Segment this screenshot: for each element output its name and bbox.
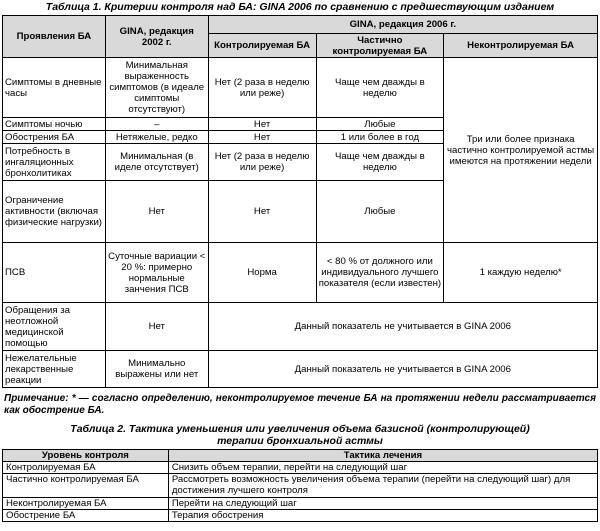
table-row	[3, 510, 598, 522]
cell-gina2002: Минимально выражены или нет	[105, 351, 208, 388]
cell-tactic: Рассмотреть возможность увеличения объема терапии (перейти на следующий шаг) для достижения лучшего контроля	[168, 474, 597, 498]
table1	[2, 15, 598, 388]
header-controlled: Контролируемая БА	[208, 34, 316, 58]
cell-controlled: Нет (2 раза в неделю или реже)	[208, 144, 316, 181]
cell-level: Неконтролируемая БА	[3, 498, 169, 510]
header-tactic: Тактика лечения	[168, 450, 597, 462]
cell-partial: < 80 % от должного или индивидуального лучшего показателя (если известен)	[316, 243, 444, 303]
table2-header-row	[3, 450, 598, 462]
cell-partial: Любые	[316, 118, 444, 131]
row-label: Симптомы в дневные часы	[3, 58, 106, 118]
cell-partial: 1 или более в год	[316, 131, 444, 144]
header-partial: Частично контролируемая БА	[316, 34, 444, 58]
table2-caption: Таблица 2. Тактика уменьшения или увеличения объема базисной (контролирующей) терапии бронхиальной астмы	[70, 423, 530, 447]
cell-tactic: Снизить объем терапии, перейти на следующий шаг	[168, 462, 597, 474]
cell-not-counted: Данный показатель не учитывается в GINA 2006	[208, 303, 597, 351]
cell-gina2002: Нетяжелые, редко	[105, 131, 208, 144]
table-row	[3, 351, 598, 388]
table-row	[3, 58, 598, 118]
cell-gina2002: Нет	[105, 181, 208, 243]
cell-partial: Чаще чем дважды в неделю	[316, 144, 444, 181]
header-manifest: Проявления БА	[3, 16, 106, 58]
table-row	[3, 462, 598, 474]
table-row	[3, 474, 598, 498]
table-row	[3, 243, 598, 303]
table1-caption: Таблица 1. Критерии контроля над БА: GINA 2006 по сравнению с предшествующим изданием	[45, 1, 555, 13]
cell-gina2002: Суточные вариации < 20 %: примерно нормальные занчения ПСВ	[105, 243, 208, 303]
cell-gina2002: –	[105, 118, 208, 131]
row-label: ПСВ	[3, 243, 106, 303]
header-gina2002: GINA, редакция 2002 г.	[105, 16, 208, 58]
cell-partial: Чаще чем дважды в неделю	[316, 58, 444, 118]
table-row	[3, 498, 598, 510]
row-label: Обострения БА	[3, 131, 106, 144]
header-level: Уровень контроля	[3, 450, 169, 462]
cell-tactic: Терапия обострения	[168, 510, 597, 522]
cell-controlled: Норма	[208, 243, 316, 303]
header-uncontrolled: Неконтролируемая БА	[444, 34, 598, 58]
cell-uncontrolled: 1 каждую неделю*	[444, 243, 598, 303]
table1-header-row	[3, 16, 598, 34]
cell-not-counted: Данный показатель не учитывается в GINA 2006	[208, 351, 597, 388]
table1-note: Примечание: * — согласно определению, неконтролируемое течение БА на протяжении недели рассматривается как обострение БА.	[4, 393, 596, 416]
cell-controlled: Нет	[208, 131, 316, 144]
cell-gina2002: Минимальная (в иделе отсутствует)	[105, 144, 208, 181]
header-gina2006: GINA, редакция 2006 г.	[208, 16, 597, 34]
row-label: Симптомы ночью	[3, 118, 106, 131]
cell-controlled: Нет (2 раза в неделю или реже)	[208, 58, 316, 118]
cell-level: Частично контролируемая БА	[3, 474, 169, 498]
table-row	[3, 303, 598, 351]
cell-tactic: Перейти на следующий шаг	[168, 498, 597, 510]
cell-partial: Любые	[316, 181, 444, 243]
row-label: Обращения за неотложной медицинской помощью	[3, 303, 106, 351]
row-label: Ограничение активности (включая физические нагрузки)	[3, 181, 106, 243]
cell-controlled: Нет	[208, 118, 316, 131]
row-label: Потребность в ингаляционных бронхолитиках	[3, 144, 106, 181]
cell-level: Контролируемая БА	[3, 462, 169, 474]
cell-gina2002: Нет	[105, 303, 208, 351]
table2	[2, 449, 598, 522]
cell-uncontrolled-merged: Три или более признака частично контролируемой астмы имеются на протяжении недели	[444, 58, 598, 243]
row-label: Нежелательные лекарственные реакции	[3, 351, 106, 388]
cell-controlled: Нет	[208, 181, 316, 243]
cell-gina2002: Минимальная выраженность симптомов (в идеале симптомы отсутствуют)	[105, 58, 208, 118]
cell-level: Обострение БА	[3, 510, 169, 522]
